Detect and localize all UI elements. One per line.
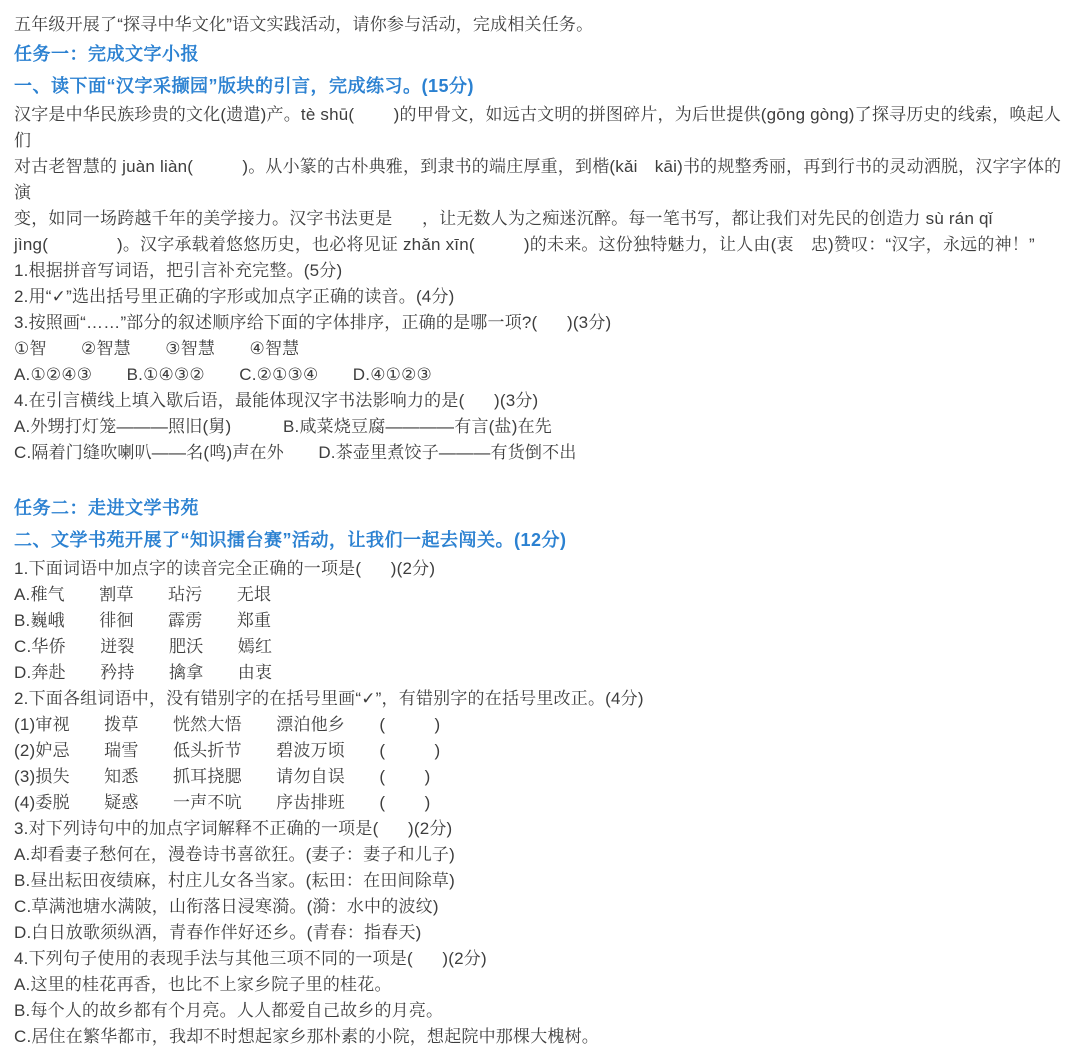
task2-question-3-option-b: B.昼出耘田夜绩麻，村庄儿女各当家。(耘田：在田间除草) <box>14 871 455 890</box>
task2-question-3-option-d: D.白日放歌须纵酒，青春作伴好还乡。(青春：指春天) <box>14 923 422 942</box>
task2-question-2: 2.下面各组词语中，没有错别字的在括号里画“✓”，有错别字的在括号里改正。(4分) <box>14 689 644 708</box>
task2-question-4: 4.下列句子使用的表现手法与其他三项不同的一项是( )(2分) <box>14 949 487 968</box>
task2-question-3-option-a: A.却看妻子愁何在，漫卷诗书喜欲狂。(妻子：妻子和儿子) <box>14 845 455 864</box>
task2-question-2-group-4: (4)委脱 疑惑 一声不吭 序齿排班 ( ) <box>14 793 431 812</box>
task1-title: 任务一：完成文字小报 <box>14 44 199 64</box>
task1-passage-line-3: 变，如同一场跨越千年的美学接力。汉字书法更是 ，让无数人为之痴迷沉醉。每一笔书写，都让我们对先民的创造力 sù rán qǐ <box>14 209 993 228</box>
task2-question-3-option-c: C.草满池塘水满陂，山衔落日浸寒漪。(漪：水中的波纹) <box>14 897 439 916</box>
task2-question-1-option-b: B.巍峨 徘徊 霹雳 郑重 <box>14 611 272 630</box>
task1-passage-line-1: 汉字是中华民族珍贵的文化(遗遣)产。tè shū( )的甲骨文，如远古文明的拼图碎片，为后世提供(gōng gòng)了探寻历史的线索，唤起人们 <box>14 105 1062 150</box>
task2-title: 任务二：走进文学书苑 <box>14 498 199 518</box>
task2-question-1-option-c: C.华侨 迸裂 肥沃 嫣红 <box>14 637 273 656</box>
task2-question-2-group-3: (3)损失 知悉 抓耳挠腮 请勿自误 ( ) <box>14 767 431 786</box>
task1-question-2: 2.用“✓”选出括号里正确的字形或加点字正确的读音。(4分) <box>14 287 455 306</box>
task1-passage-line-2: 对古老智慧的 juàn liàn( )。从小篆的古朴典雅，到隶书的端庄厚重，到楷(kǎi kāi)书的规整秀丽，再到行书的灵动洒脱，汉字字体的演 <box>14 157 1062 202</box>
task1-question-1: 1.根据拼音写词语，把引言补充完整。(5分) <box>14 261 343 280</box>
task2-section-heading: 二、文学书苑开展了“知识擂台赛”活动，让我们一起去闯关。(12分) <box>14 530 567 550</box>
task1-question-4-options-row-2: C.隔着门缝吹喇叭——名(鸣)声在外 D.茶壶里煮饺子———有货倒不出 <box>14 443 577 462</box>
task1-question-4: 4.在引言横线上填入歇后语，最能体现汉字书法影响力的是( )(3分) <box>14 391 539 410</box>
task2-question-1: 1.下面词语中加点字的读音完全正确的一项是( )(2分) <box>14 559 436 578</box>
task1-question-3: 3.按照画“……”部分的叙述顺序给下面的字体排序，正确的是哪一项?( )(3分) <box>14 313 612 332</box>
task1-question-3-items: ①智 ②智慧 ③智慧 ④智慧 <box>14 339 300 358</box>
task2-question-1-option-d: D.奔赴 矜持 擒拿 由衷 <box>14 663 273 682</box>
task2-question-3: 3.对下列诗句中的加点字词解释不正确的一项是( )(2分) <box>14 819 453 838</box>
task2-question-2-group-2: (2)妒忌 瑞雪 低头折节 碧波万顷 ( ) <box>14 741 441 760</box>
task1-question-4-options-row-1: A.外甥打灯笼———照旧(舅) B.咸菜烧豆腐————有言(盐)在先 <box>14 417 552 436</box>
task1-passage-line-4: jìng( )。汉字承载着悠悠历史，也必将见证 zhǎn xīn( )的未来。这份独特魅力，让人由(衷 忠)赞叹：“汉字，永远的神！” <box>14 235 1035 254</box>
task2-question-4-option-a: A.这里的桂花再香，也比不上家乡院子里的桂花。 <box>14 975 392 994</box>
task1-section-heading: 一、读下面“汉字采撷园”版块的引言，完成练习。(15分) <box>14 76 475 96</box>
intro-line: 五年级开展了“探寻中华文化”语文实践活动，请你参与活动，完成相关任务。 <box>14 15 594 34</box>
task2-question-4-option-b: B.每个人的故乡都有个月亮。人人都爱自己故乡的月亮。 <box>14 1001 444 1020</box>
task2-question-1-option-a: A.稚气 割草 玷污 无垠 <box>14 585 272 604</box>
task2-question-2-group-1: (1)审视 拨草 恍然大悟 漂泊他乡 ( ) <box>14 715 441 734</box>
task1-question-3-options: A.①②④③ B.①④③② C.②①③④ D.④①②③ <box>14 365 432 384</box>
section-spacer <box>14 466 1078 492</box>
task2-question-4-option-c: C.居住在繁华都市，我却不时想起家乡那朴素的小院，想起院中那棵大槐树。 <box>14 1027 599 1046</box>
